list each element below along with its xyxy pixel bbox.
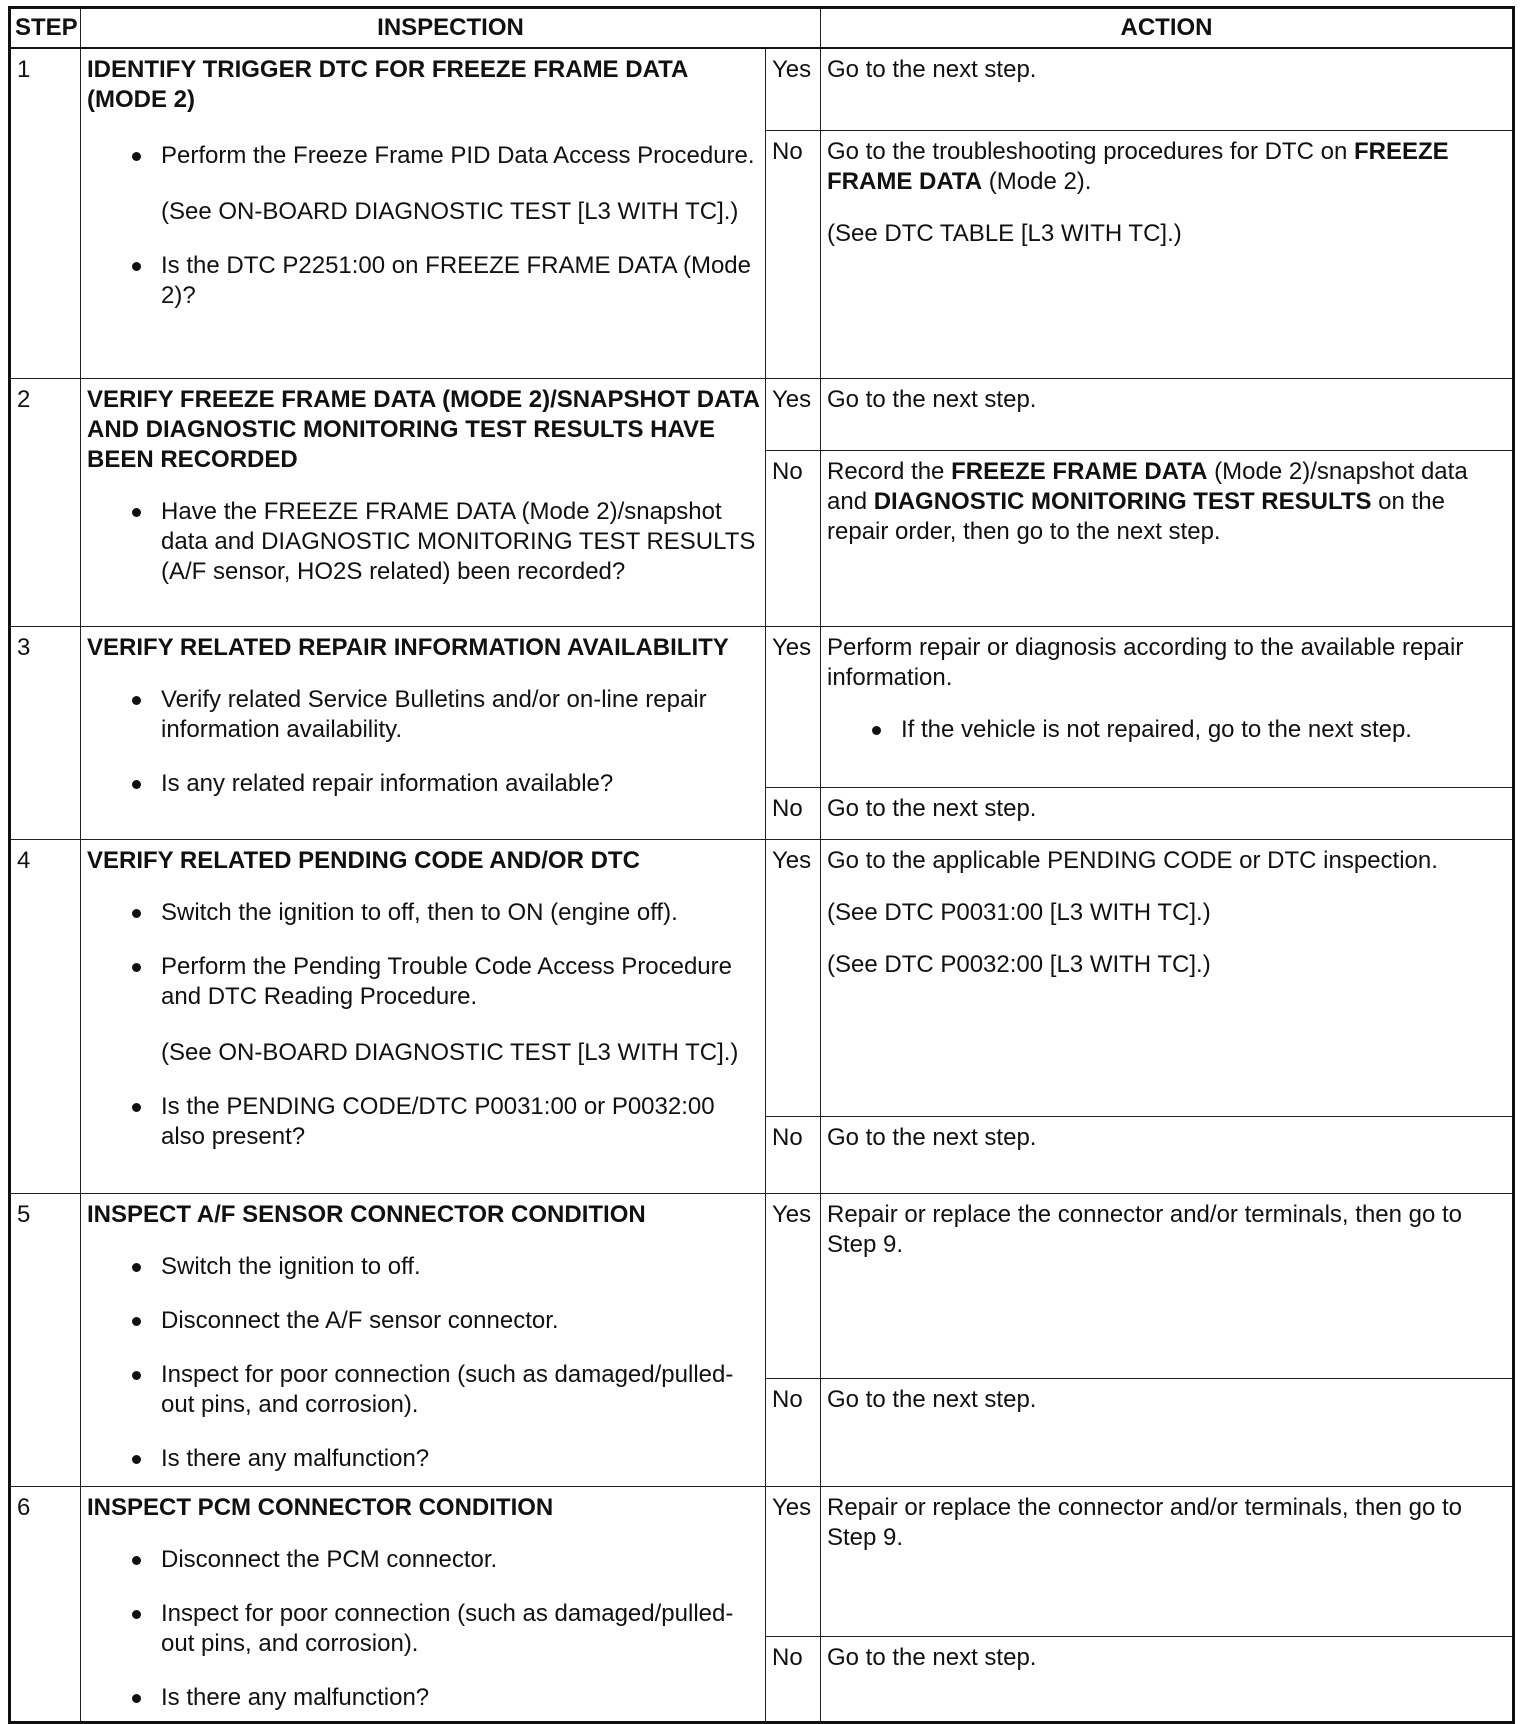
yes-action	[821, 626, 1514, 787]
header-inspection: INSPECTION	[81, 8, 821, 49]
no-label: No	[766, 450, 821, 626]
bullet-item: Have the FREEZE FRAME DATA (Mode 2)/snapshot data and DIAGNOSTIC MONITORING TEST RESULTS (A/F sensor, HO2S related) been recorded?	[161, 497, 759, 587]
inspection-cell	[81, 378, 766, 626]
step-number: 5	[10, 1193, 81, 1486]
bullet-item: Is the PENDING CODE/DTC P0031:00 or P0032:00 also present?	[161, 1092, 759, 1152]
table-row-step-3	[10, 626, 1514, 787]
yes-label: Yes	[766, 1193, 821, 1378]
table-row-step-6	[10, 1486, 1514, 1636]
inspection-bullets	[87, 141, 759, 171]
inspection-bullets	[87, 251, 759, 311]
action-text: (Mode 2).	[982, 167, 1092, 195]
reference-link[interactable]: (See ON-BOARD DIAGNOSTIC TEST [L3 WITH TC].)	[161, 1038, 739, 1066]
action-text-bold: FREEZE FRAME DATA	[951, 457, 1208, 485]
inspection-bullets	[87, 1545, 759, 1713]
step-number: 2	[10, 378, 81, 626]
reference-link[interactable]: (See DTC P0031:00 [L3 WITH TC].)	[827, 898, 1211, 926]
inspection-title: VERIFY RELATED REPAIR INFORMATION AVAILABILITY	[87, 633, 729, 661]
bullet-item: Disconnect the A/F sensor connector.	[161, 1306, 759, 1336]
inspection-bullets	[87, 1252, 759, 1474]
bullet-item: Is any related repair information available?	[161, 769, 759, 799]
no-label: No	[766, 1636, 821, 1722]
header-action: ACTION	[821, 8, 1514, 49]
table-row-step-4	[10, 839, 1514, 1116]
inspection-title: INSPECT PCM CONNECTOR CONDITION	[87, 1493, 554, 1521]
no-label: No	[766, 1378, 821, 1486]
bullet-item: Is the DTC P2251:00 on FREEZE FRAME DATA (Mode 2)?	[161, 251, 759, 311]
inspection-title: VERIFY RELATED PENDING CODE AND/OR DTC	[87, 846, 640, 874]
diagnostic-procedure-table	[8, 6, 1515, 1724]
table-row-step-1	[10, 48, 1514, 130]
bullet-item: Inspect for poor connection (such as damaged/pulled-out pins, and corrosion).	[161, 1360, 759, 1420]
inspection-bullets	[87, 497, 759, 587]
inspection-cell	[81, 1486, 766, 1722]
yes-label: Yes	[766, 839, 821, 1116]
inspection-bullets	[87, 1092, 759, 1152]
inspection-bullets	[87, 685, 759, 799]
bullet-item: Perform the Freeze Frame PID Data Access Procedure.	[161, 141, 759, 171]
reference-link[interactable]: (See DTC TABLE [L3 WITH TC].)	[827, 219, 1182, 247]
bullet-item: Is there any malfunction?	[161, 1683, 759, 1713]
no-action	[821, 130, 1514, 378]
inspection-cell	[81, 626, 766, 839]
action-text: Perform repair or diagnosis according to the available repair information.	[827, 633, 1464, 691]
bullet-item: Perform the Pending Trouble Code Access Procedure and DTC Reading Procedure.	[161, 952, 759, 1012]
yes-label: Yes	[766, 1486, 821, 1636]
inspection-title: IDENTIFY TRIGGER DTC FOR FREEZE FRAME DATA (MODE 2)	[87, 56, 688, 113]
step-number: 6	[10, 1486, 81, 1722]
step-number: 1	[10, 48, 81, 378]
bullet-item: Disconnect the PCM connector.	[161, 1545, 759, 1575]
inspection-bullets	[87, 898, 759, 1012]
action-text: Go to the troubleshooting procedures for DTC on	[827, 137, 1354, 165]
no-label: No	[766, 130, 821, 378]
inspection-title: INSPECT A/F SENSOR CONNECTOR CONDITION	[87, 1200, 646, 1228]
step-number: 3	[10, 626, 81, 839]
step-number: 4	[10, 839, 81, 1193]
bullet-item: If the vehicle is not repaired, go to the next step.	[901, 715, 1506, 745]
header-step: STEP	[10, 8, 81, 49]
bullet-item: Verify related Service Bulletins and/or on-line repair information availability.	[161, 685, 759, 745]
no-action: Go to the next step.	[821, 1116, 1514, 1193]
inspection-title: VERIFY FREEZE FRAME DATA (MODE 2)/SNAPSHOT DATA AND DIAGNOSTIC MONITORING TEST RESULTS HAVE BEEN RECORDED	[87, 385, 760, 473]
no-label: No	[766, 1116, 821, 1193]
action-text-bold: DIAGNOSTIC MONITORING TEST RESULTS	[873, 487, 1372, 515]
bullet-item: Inspect for poor connection (such as damaged/pulled-out pins, and corrosion).	[161, 1599, 759, 1659]
action-text: (Mode 2)/snapshot data and	[827, 457, 1468, 515]
yes-action: Repair or replace the connector and/or terminals, then go to Step 9.	[821, 1193, 1514, 1378]
action-text: Record the	[827, 457, 952, 485]
yes-action	[821, 839, 1514, 1116]
no-action: Go to the next step.	[821, 1636, 1514, 1722]
action-bullets	[827, 715, 1506, 745]
yes-label: Yes	[766, 48, 821, 130]
no-action	[821, 450, 1514, 626]
no-label: No	[766, 787, 821, 839]
inspection-cell	[81, 1193, 766, 1486]
reference-link[interactable]: (See DTC P0032:00 [L3 WITH TC].)	[827, 950, 1211, 978]
inspection-cell	[81, 839, 766, 1193]
bullet-item: Switch the ignition to off, then to ON (engine off).	[161, 898, 759, 928]
no-action: Go to the next step.	[821, 1378, 1514, 1486]
yes-label: Yes	[766, 626, 821, 787]
action-text: Go to the applicable PENDING CODE or DTC inspection.	[827, 846, 1438, 874]
reference-link[interactable]: (See ON-BOARD DIAGNOSTIC TEST [L3 WITH TC].)	[161, 198, 739, 225]
bullet-item: Is there any malfunction?	[161, 1444, 759, 1474]
no-action: Go to the next step.	[821, 787, 1514, 839]
table-header-row	[10, 8, 1514, 49]
table-row-step-2	[10, 378, 1514, 450]
yes-label: Yes	[766, 378, 821, 450]
yes-action: Repair or replace the connector and/or terminals, then go to Step 9.	[821, 1486, 1514, 1636]
yes-action: Go to the next step.	[821, 378, 1514, 450]
inspection-cell	[81, 48, 766, 378]
action-text: on the repair order, then go to the next step.	[827, 487, 1445, 545]
action-text-bold: FREEZE FRAME DATA	[827, 137, 1449, 195]
yes-action: Go to the next step.	[821, 48, 1514, 130]
bullet-item: Switch the ignition to off.	[161, 1252, 759, 1282]
table-row-step-5	[10, 1193, 1514, 1378]
